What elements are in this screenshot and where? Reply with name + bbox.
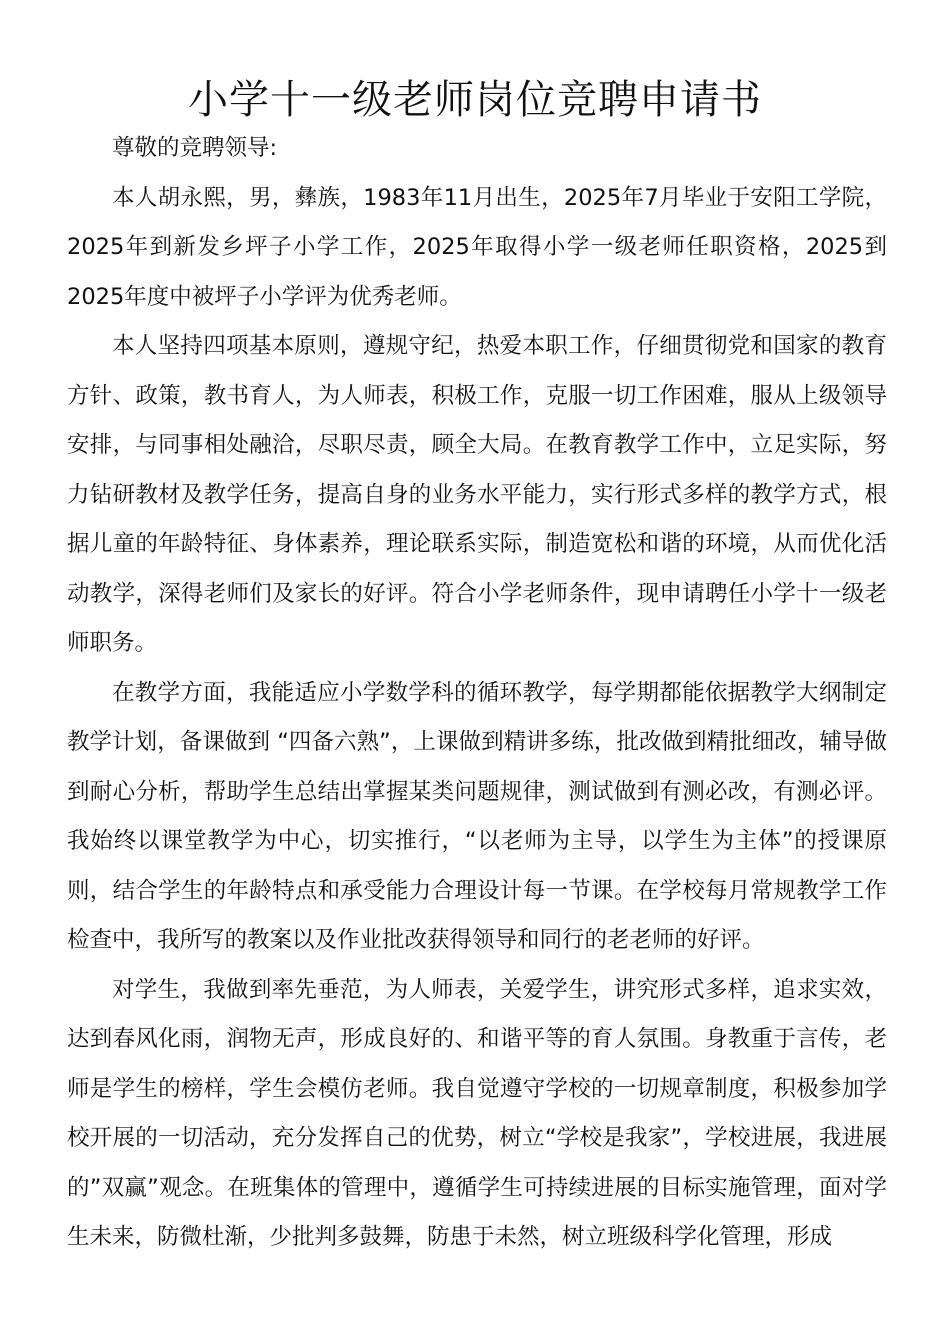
paragraph-principles: 本人坚持四项基本原则，遵规守纪，热爱本职工作，仔细贯彻党和国家的教育方针、政策，教书育人，为人师表，积极工作，克服一切工作困难，服从上级领导安排，与同事相处融洽，尽职尽责，顾全大局。在教育教学工作中，立足实际，努力钻研教材及教学任务，提高自身的业务水平能力，实行形式多样的教学方式，根据儿童的年龄特征、身体素养，理论联系实际，制造宽松和谐的环境，从而优化活动教学，深得老师们及家长的好评。符合小学老师条件，现申请聘任小学十一级老师职务。	[67, 333, 887, 656]
salutation: 尊敬的竞聘领导:	[112, 135, 278, 161]
document-title: 小学十一级老师岗位竞聘申请书	[188, 77, 762, 123]
document-body	[67, 124, 887, 1263]
paragraph-students: 对学生，我做到率先垂范，为人师表，关爱学生，讲究形式多样，追求实效，达到春风化雨，润物无声，形成良好的、和谐平等的育人氛围。身教重于言传，老师是学生的榜样，学生会模仿老师。我自觉遵守学校的一切规章制度，积极参加学校开展的一切活动，充分发挥自己的优势，树立“学校是我家”，学校进展，我进展的”双赢”观念。在班集体的管理中，遵循学生可持续进展的目标实施管理，面对学生未来，防微杜渐，少批判多鼓舞，防患于未然，树立班级科学化管理，形成	[67, 976, 887, 1250]
paragraph-personal-info: 本人胡永熙，男，彝族，1983年11月出生，2025年7月毕业于安阳工学院，2025年到新发乡坪子小学工作，2025年取得小学一级老师任职资格，2025到2025年度中被坪子小学评为优秀老师。	[67, 184, 887, 310]
paragraph-teaching: 在教学方面，我能适应小学数学科的循环教学，每学期都能依据教学大纲制定教学计划，备课做到 “四备六熟”，上课做到精讲多练，批改做到精批细改，辅导做到耐心分析，帮助学生总结出掌握某类问题规律，测试做到有测必改，有测必评。我始终以课堂教学为中心，切实推行，“以老师为主导，以学生为主体”的授课原则，结合学生的年龄特点和承受能力合理设计每一节课。在学校每月常规教学工作检查中，我所写的教案以及作业批改获得领导和同行的老老师的好评。	[67, 679, 887, 953]
